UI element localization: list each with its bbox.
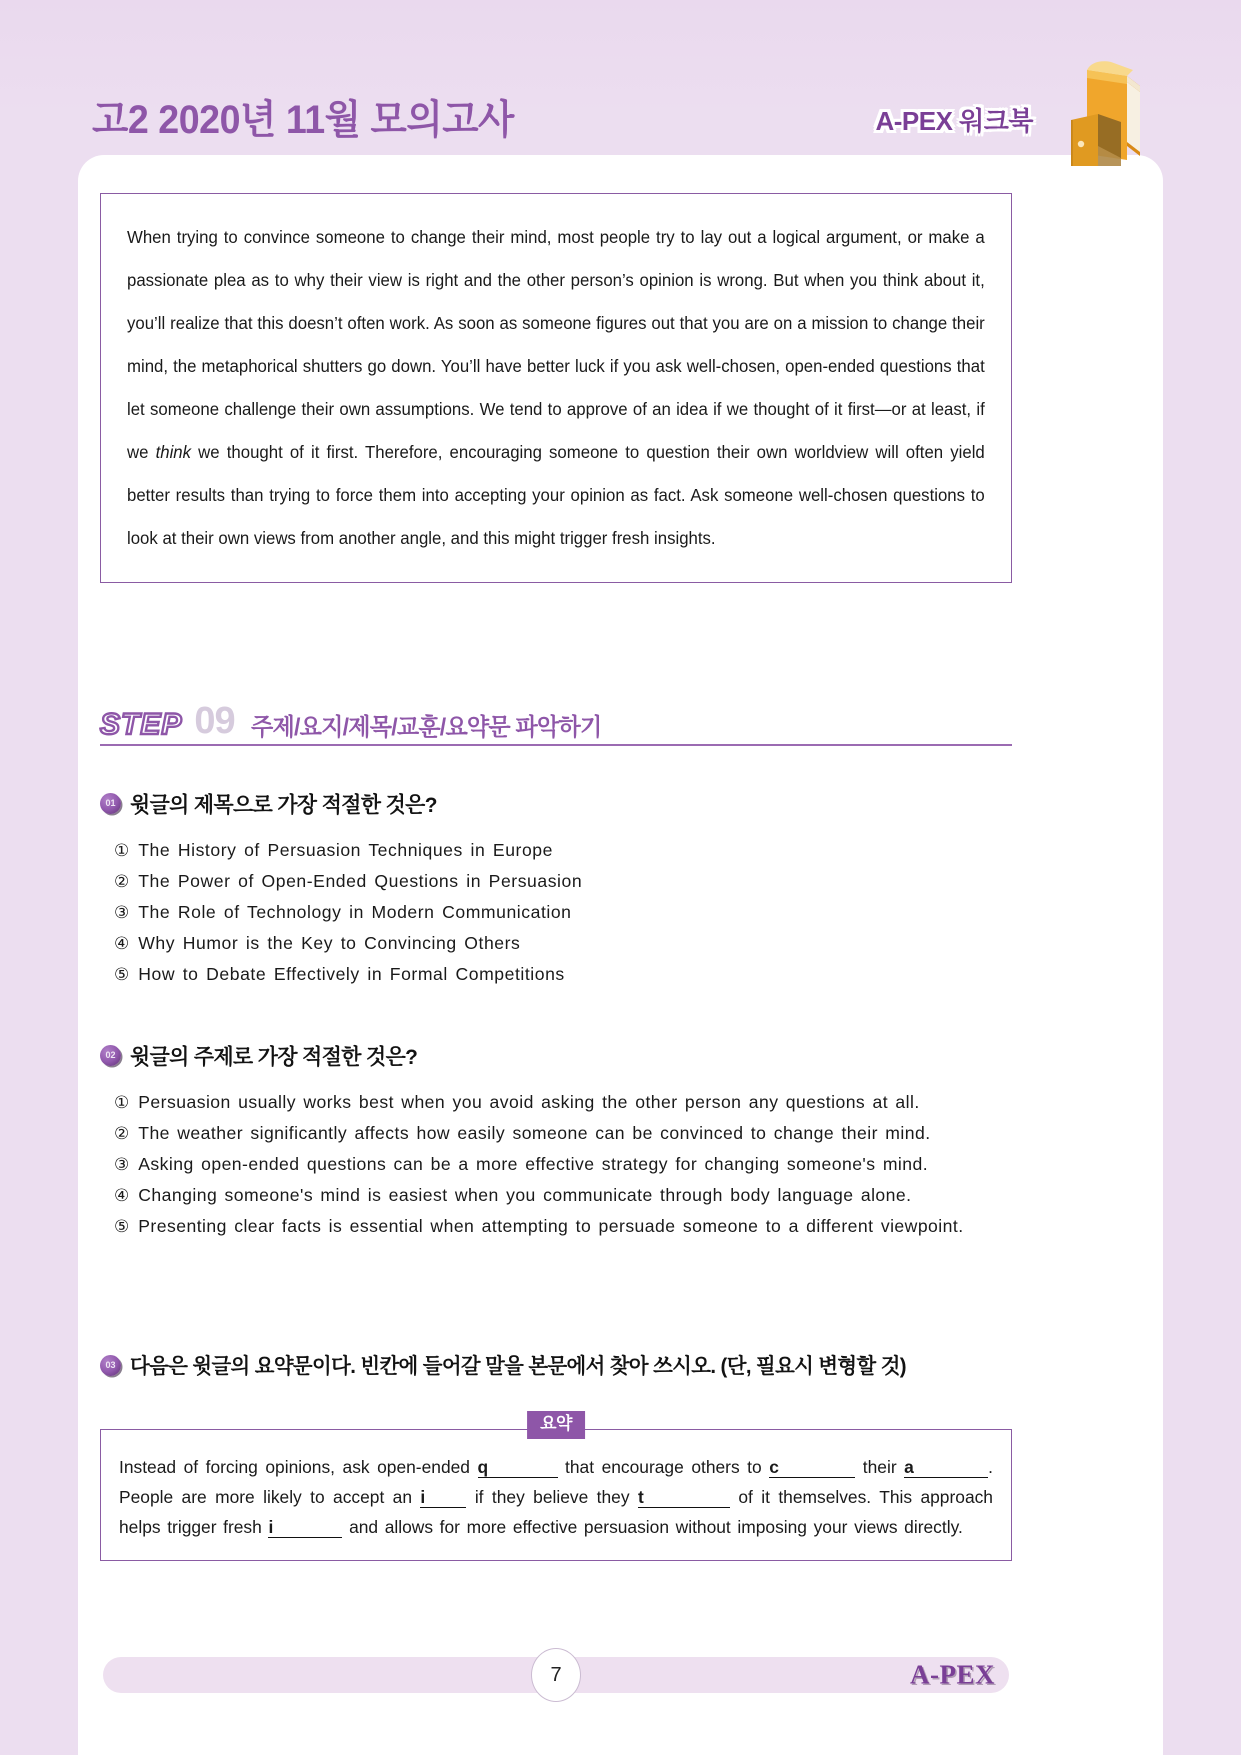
question-title-1: 윗글의 제목으로 가장 적절한 것은? bbox=[130, 793, 437, 817]
brand-badge: A-PEX 워크북 bbox=[875, 106, 1033, 136]
option-text: The Role of Technology in Modern Communication bbox=[138, 902, 572, 922]
summary-box bbox=[100, 1414, 1012, 1561]
option-text: Presenting clear facts is essential when attempting to persuade someone to a different viewpoint. bbox=[138, 1216, 964, 1236]
question-title-2: 윗글의 주제로 가장 적절한 것은? bbox=[130, 1045, 418, 1069]
option-number: ① bbox=[114, 1093, 130, 1112]
question-block-3 bbox=[100, 1350, 1040, 1396]
option-text: Asking open-ended questions can be a more effective strategy for changing someone's mind. bbox=[138, 1154, 929, 1174]
option-text: How to Debate Effectively in Formal Competitions bbox=[138, 964, 565, 984]
question-block-1 bbox=[100, 788, 1040, 990]
page-footer bbox=[103, 1657, 1009, 1693]
summary-seg-6: of it themselves. This approach helps trigger fresh bbox=[119, 1487, 993, 1537]
question-heading-3 bbox=[100, 1350, 1040, 1380]
question-bullet-number: 03 bbox=[105, 1359, 116, 1370]
option-item[interactable] bbox=[114, 1149, 1040, 1180]
step-label: 주제/요지/제목/교훈/요약문 파악하기 bbox=[250, 713, 602, 741]
question-bullet-icon bbox=[100, 1045, 121, 1066]
option-number: ⑤ bbox=[114, 1217, 130, 1236]
summary-blank-a[interactable]: a bbox=[904, 1457, 988, 1478]
passage-box bbox=[100, 193, 1012, 583]
option-number: ④ bbox=[114, 934, 130, 953]
option-item[interactable] bbox=[114, 1087, 1040, 1118]
summary-blank-i1[interactable]: i bbox=[420, 1487, 466, 1508]
summary-seg-7: and allows for more effective persuasion without imposing your views directly. bbox=[342, 1517, 963, 1537]
book-icon bbox=[1041, 48, 1149, 170]
step-header bbox=[100, 700, 1012, 746]
option-item[interactable] bbox=[114, 1211, 1040, 1242]
summary-tag: 요약 bbox=[527, 1411, 585, 1439]
question-bullet-number: 01 bbox=[105, 798, 116, 808]
option-text: Changing someone's mind is easiest when you communicate through body language alone. bbox=[138, 1185, 912, 1205]
option-item[interactable] bbox=[114, 1180, 1040, 1211]
summary-blank-q[interactable]: q bbox=[478, 1457, 558, 1478]
page-title: 고2 2020년 11월 모의고사 bbox=[92, 98, 514, 142]
summary-seg-5: if they believe they bbox=[466, 1487, 638, 1507]
summary-seg-2: that encourage others to bbox=[557, 1457, 770, 1477]
question-bullet-icon bbox=[100, 793, 121, 814]
page-header bbox=[0, 0, 1241, 158]
option-item[interactable] bbox=[114, 866, 1040, 897]
option-number: ④ bbox=[114, 1186, 130, 1205]
summary-text bbox=[119, 1452, 993, 1542]
summary-blank-t[interactable]: t bbox=[638, 1487, 730, 1508]
option-number: ⑤ bbox=[114, 965, 130, 984]
summary-seg-1: Instead of forcing opinions, ask open-ended bbox=[119, 1457, 478, 1477]
option-item[interactable] bbox=[114, 959, 1040, 990]
passage-part2: we thought of it first. Therefore, encouraging someone to question their own worldview will often yield better results than trying to force them into accepting your opinion as fact. Ask someone well-chosen questions to look at their own views from another angle, and this might trigger fresh insights. bbox=[127, 442, 985, 548]
question-block-2 bbox=[100, 1040, 1040, 1242]
option-text: The History of Persuasion Techniques in Europe bbox=[138, 840, 553, 860]
summary-blank-i2[interactable]: i bbox=[268, 1517, 342, 1538]
question-bullet-number: 02 bbox=[105, 1050, 116, 1060]
question-heading-2 bbox=[100, 1040, 1040, 1071]
step-word: STEP bbox=[100, 708, 183, 741]
step-number: 09 bbox=[194, 700, 235, 742]
option-text: Why Humor is the Key to Convincing Others bbox=[138, 933, 521, 953]
question-bullet-icon bbox=[100, 1355, 121, 1376]
option-item[interactable] bbox=[114, 928, 1040, 959]
option-text: The Power of Open-Ended Questions in Persuasion bbox=[138, 871, 583, 891]
summary-blank-c[interactable]: c bbox=[769, 1457, 855, 1478]
option-number: ③ bbox=[114, 903, 130, 922]
summary-seg-4: . People are more likely to accept an bbox=[119, 1457, 993, 1507]
option-item[interactable] bbox=[114, 835, 1040, 866]
passage-text bbox=[127, 216, 985, 560]
option-number: ② bbox=[114, 872, 130, 891]
option-list-1 bbox=[114, 835, 1040, 990]
passage-part1: When trying to convince someone to change their mind, most people try to lay out a logical argument, or make a passionate plea as to why their view is right and the other person’s opinion is wrong. But when you think about it, you’ll realize that this doesn’t often work. As soon as someone figures out that you are on a mission to change their mind, the metaphorical shutters go down. You’ll have better luck if you ask well-chosen, open-ended questions that let someone challenge their own assumptions. We tend to approve of an idea if we thought of it first—or at least, if we bbox=[127, 227, 985, 462]
option-item[interactable] bbox=[114, 1118, 1040, 1149]
question-title-3: 다음은 윗글의 요약문이다. 빈칸에 들어갈 말을 본문에서 찾아 쓰시오. (단, 필요시 변형할 것) bbox=[130, 1355, 906, 1378]
option-number: ③ bbox=[114, 1155, 130, 1174]
option-number: ① bbox=[114, 841, 130, 860]
summary-section bbox=[100, 1414, 1012, 1561]
summary-seg-3: their bbox=[855, 1457, 905, 1477]
option-item[interactable] bbox=[114, 897, 1040, 928]
option-text: Persuasion usually works best when you avoid asking the other person any questions at all. bbox=[138, 1092, 920, 1112]
question-heading-1 bbox=[100, 788, 1040, 819]
option-text: The weather significantly affects how easily someone can be convinced to change their mind. bbox=[138, 1123, 931, 1143]
option-number: ② bbox=[114, 1124, 130, 1143]
option-list-2 bbox=[114, 1087, 1040, 1242]
footer-logo: A-PEX bbox=[910, 1659, 995, 1690]
passage-italic-word: think bbox=[155, 442, 192, 462]
page-number-badge: 7 bbox=[531, 1648, 581, 1702]
